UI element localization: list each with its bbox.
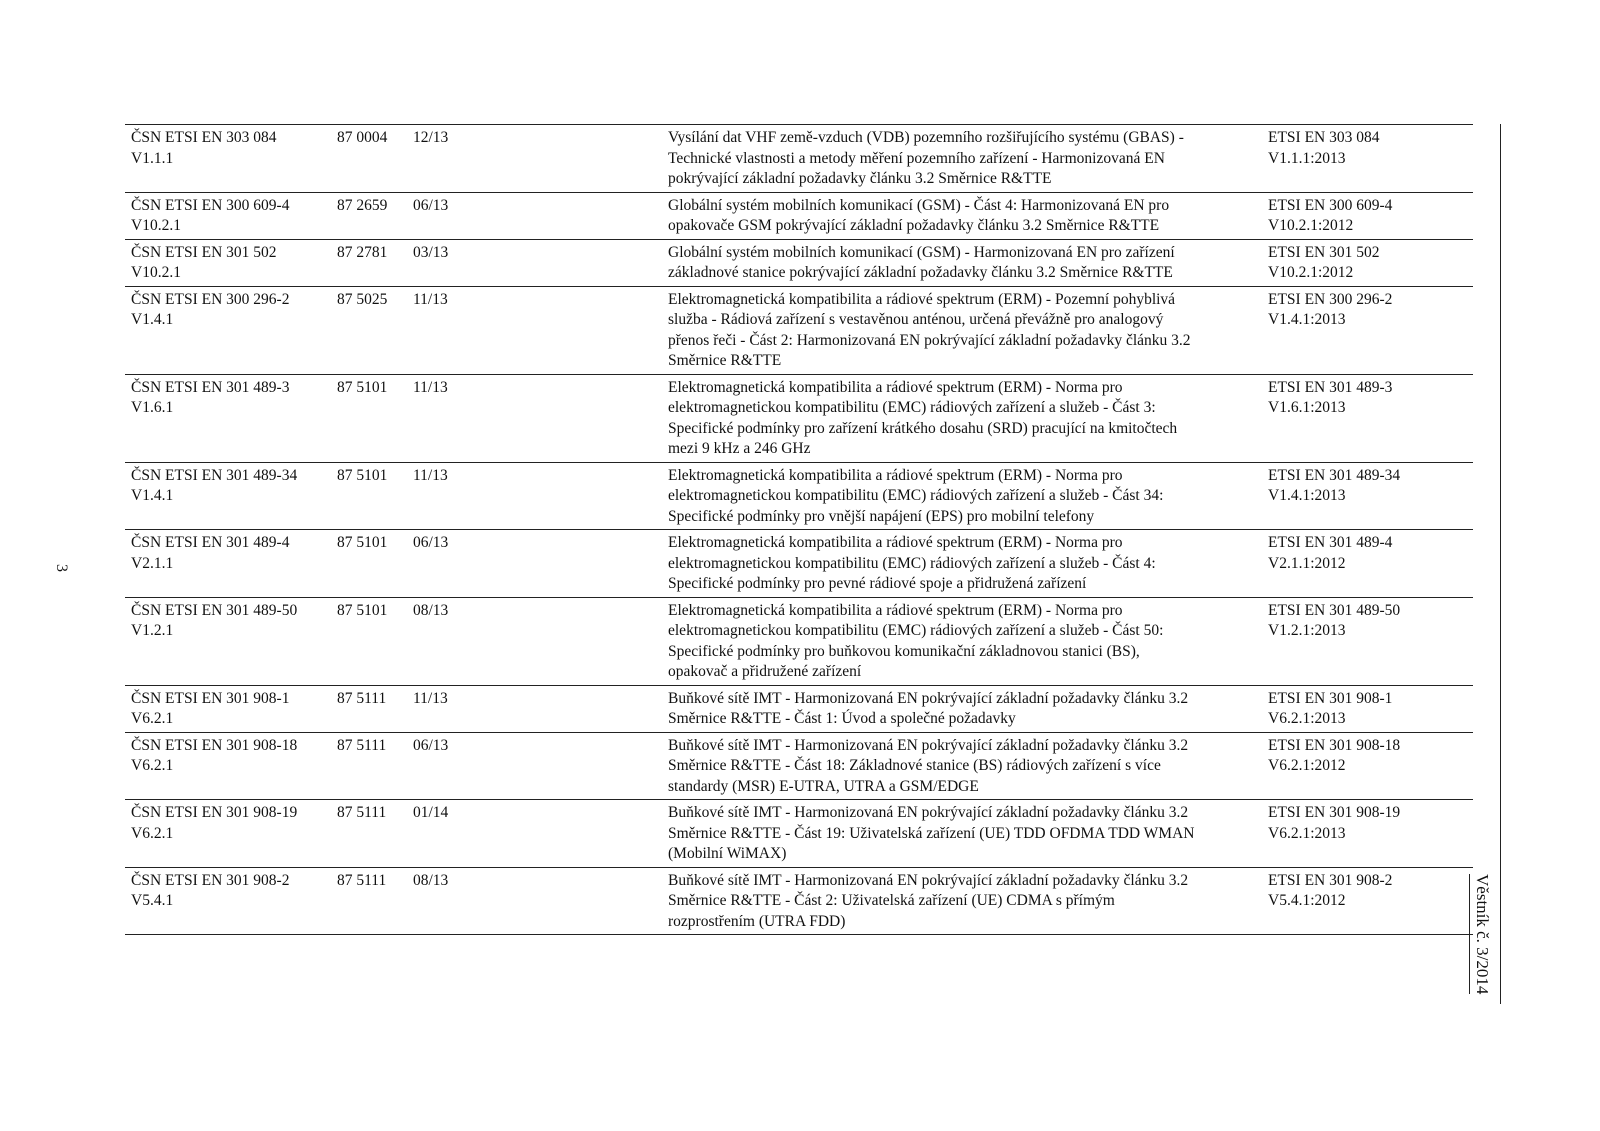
etsi-reference-line: V2.1.1:2012: [1268, 554, 1346, 572]
standard-designation-line: ČSN ETSI EN 300 296-2: [131, 290, 290, 308]
standard-title: [668, 533, 1260, 595]
etsi-reference-line: V1.6.1:2013: [1268, 399, 1346, 416]
standard-title-line: Globální systém mobilních komunikací (GSM) - Část 4: Harmonizovaná EN pro: [668, 196, 1170, 214]
standard-title-line: pokrývající základní požadavky článku 3.2 Směrnice R&TTE: [668, 170, 1052, 187]
standard-designation: [125, 243, 337, 284]
etsi-reference: [1260, 803, 1473, 865]
standard-title-line: Elektromagnetická kompatibilita a rádiové spektrum (ERM) - Norma pro: [668, 466, 1123, 484]
publication-date: 11/13: [413, 466, 448, 484]
standard-title-line: služba - Rádiová zařízení s vestavěnou anténou, určená převážně pro analogový: [668, 311, 1164, 328]
standard-title-line: rozprostřením (UTRA FDD): [668, 912, 846, 930]
etsi-reference-line: ETSI EN 301 489-50: [1268, 601, 1401, 619]
etsi-reference: [1260, 601, 1473, 683]
table-row: [125, 125, 1473, 192]
publication-date: 06/13: [413, 196, 449, 214]
etsi-reference: [1260, 243, 1473, 284]
page-number: 3: [53, 564, 70, 572]
standard-title-line: Globální systém mobilních komunikací (GSM) - Harmonizovaná EN pro zařízení: [668, 243, 1175, 261]
standard-designation-line: V6.2.1: [131, 757, 174, 774]
classification-code: 87 2659: [337, 196, 388, 214]
standard-title-line: Směrnice R&TTE - Část 19: Uživatelská zařízení (UE) TDD OFDMA TDD WMAN: [668, 824, 1195, 842]
etsi-reference: [1260, 533, 1473, 595]
standard-title-line: Vysílání dat VHF země-vzduch (VDB) pozemního rozšiřujícího systému (GBAS) -: [668, 129, 1184, 146]
publication-date: 08/13: [413, 601, 449, 619]
standard-title-line: Buňkové sítě IMT - Harmonizovaná EN pokrývající základní požadavky článku 3.2: [668, 804, 1189, 821]
standard-title-line: Směrnice R&TTE: [668, 352, 782, 369]
etsi-reference-line: ETSI EN 301 908-1: [1268, 689, 1393, 707]
standard-designation-line: ČSN ETSI EN 301 502: [131, 243, 277, 261]
standard-designation: [125, 466, 337, 528]
standard-title-line: Elektromagnetická kompatibilita a rádiové spektrum (ERM) - Norma pro: [668, 601, 1123, 619]
etsi-reference-line: ETSI EN 301 908-2: [1268, 871, 1393, 889]
etsi-reference-line: V6.2.1:2013: [1268, 710, 1346, 727]
standard-title-line: Elektromagnetická kompatibilita a rádiové spektrum (ERM) - Norma pro: [668, 378, 1123, 396]
standard-title-line: (Mobilní WiMAX): [668, 845, 787, 862]
etsi-reference-line: ETSI EN 301 489-34: [1268, 466, 1401, 484]
standard-designation: [125, 803, 337, 865]
standard-designation-line: V6.2.1: [131, 710, 174, 727]
standard-designation: [125, 736, 337, 798]
standard-title-line: Specifické podmínky pro buňkovou komunikační základnovou stanici (BS),: [668, 642, 1140, 660]
standard-designation-line: ČSN ETSI EN 301 489-3: [131, 378, 290, 396]
standard-designation: [125, 689, 337, 730]
classification-code: 87 5111: [337, 736, 387, 754]
standard-designation: [125, 533, 337, 595]
standard-title-line: mezi 9 kHz a 246 GHz: [668, 440, 811, 457]
standard-title-line: Specifické podmínky pro vnější napájení (EPS) pro mobilní telefony: [668, 507, 1095, 525]
standard-title: [668, 466, 1260, 528]
standard-title: [668, 378, 1260, 460]
standard-designation-line: ČSN ETSI EN 301 908-19: [131, 804, 298, 821]
standard-title-line: Směrnice R&TTE - Část 18: Základnové stanice (BS) rádiových zařízení s více: [668, 757, 1161, 774]
standard-title-line: Buňkové sítě IMT - Harmonizovaná EN pokrývající základní požadavky článku 3.2: [668, 689, 1189, 707]
publication-date: 12/13: [413, 129, 449, 146]
standard-designation-line: ČSN ETSI EN 301 489-34: [131, 466, 298, 484]
classification-code: 87 0004: [337, 129, 388, 146]
standard-title-line: Směrnice R&TTE - Část 2: Uživatelská zařízení (UE) CDMA s přímým: [668, 892, 1115, 909]
standard-designation-line: ČSN ETSI EN 301 489-4: [131, 534, 290, 551]
standard-title-line: elektromagnetickou kompatibilitu (EMC) rádiových zařízení a služeb - Část 3:: [668, 399, 1156, 416]
etsi-reference-line: V6.2.1:2013: [1268, 824, 1346, 842]
standard-designation-line: ČSN ETSI EN 301 908-18: [131, 736, 298, 754]
etsi-reference-line: ETSI EN 301 908-19: [1268, 804, 1401, 821]
publication-date: 06/13: [413, 736, 449, 754]
standard-title: [668, 689, 1260, 730]
publication-date: 11/13: [413, 290, 448, 308]
etsi-reference-line: ETSI EN 301 908-18: [1268, 736, 1401, 754]
standard-designation-line: V1.4.1: [131, 487, 174, 504]
table-row: [125, 239, 1473, 286]
standard-designation-line: ČSN ETSI EN 301 908-2: [131, 871, 290, 889]
standard-title-line: opakovače GSM pokrývající základní požadavky článku 3.2 Směrnice R&TTE: [668, 217, 1160, 234]
standard-designation: [125, 871, 337, 933]
etsi-reference: [1260, 871, 1473, 933]
etsi-reference: [1260, 689, 1473, 730]
standards-table: [125, 124, 1473, 935]
standard-title: [668, 128, 1260, 190]
standard-title: [668, 601, 1260, 683]
etsi-reference-line: V6.2.1:2012: [1268, 757, 1346, 774]
standard-title: [668, 736, 1260, 798]
standard-title-line: Buňkové sítě IMT - Harmonizovaná EN pokrývající základní požadavky článku 3.2: [668, 871, 1189, 889]
standard-title: [668, 871, 1260, 933]
standard-title: [668, 803, 1260, 865]
etsi-reference-line: V1.4.1:2013: [1268, 311, 1346, 328]
standard-designation-line: V2.1.1: [131, 554, 174, 572]
table-row: [125, 529, 1473, 597]
standard-designation-line: ČSN ETSI EN 303 084: [131, 129, 277, 146]
standard-title-line: základnové stanice pokrývající základní požadavky článku 3.2 Směrnice R&TTE: [668, 264, 1173, 281]
etsi-reference-line: V5.4.1:2012: [1268, 892, 1346, 909]
classification-code: 87 5101: [337, 534, 388, 551]
etsi-reference-line: V1.4.1:2013: [1268, 487, 1346, 504]
classification-code: 87 5111: [337, 871, 387, 889]
classification-code: 87 5025: [337, 290, 388, 308]
publication-date: 03/13: [413, 243, 449, 261]
table-row: [125, 732, 1473, 800]
standard-designation-line: V1.2.1: [131, 622, 174, 639]
standard-designation: [125, 378, 337, 460]
table-row: [125, 286, 1473, 374]
standard-designation-line: ČSN ETSI EN 300 609-4: [131, 196, 290, 214]
standard-title-line: Specifické podmínky pro zařízení krátkého dosahu (SRD) pracující na kmitočtech: [668, 419, 1178, 437]
table-row: [125, 685, 1473, 732]
table-row: [125, 597, 1473, 685]
standard-title-line: opakovač a přidružené zařízení: [668, 663, 862, 680]
etsi-reference-line: ETSI EN 300 609-4: [1268, 196, 1393, 214]
standard-title-line: Elektromagnetická kompatibilita a rádiové spektrum (ERM) - Norma pro: [668, 534, 1123, 551]
standard-designation-line: ČSN ETSI EN 301 489-50: [131, 601, 298, 619]
standard-title-line: přenos řeči - Část 2: Harmonizovaná EN pokrývající základní požadavky článku 3.2: [668, 331, 1191, 349]
etsi-reference-line: V1.2.1:2013: [1268, 622, 1346, 639]
etsi-reference: [1260, 128, 1473, 190]
standard-title: [668, 196, 1260, 237]
table-row: [125, 799, 1473, 867]
standard-title-line: Technické vlastnosti a metody měření pozemního zařízení - Harmonizovaná EN: [668, 149, 1165, 167]
etsi-reference: [1260, 736, 1473, 798]
standard-designation: [125, 128, 337, 190]
etsi-reference-line: ETSI EN 301 489-4: [1268, 534, 1393, 551]
publication-date: 06/13: [413, 534, 449, 551]
etsi-reference-line: ETSI EN 301 489-3: [1268, 378, 1393, 396]
publication-date: 11/13: [413, 689, 448, 707]
etsi-reference: [1260, 196, 1473, 237]
classification-code: 87 5111: [337, 689, 387, 707]
standard-title-line: Elektromagnetická kompatibilita a rádiové spektrum (ERM) - Pozemní pohyblivá: [668, 290, 1176, 308]
etsi-reference: [1260, 378, 1473, 460]
standard-title-line: Buňkové sítě IMT - Harmonizovaná EN pokrývající základní požadavky článku 3.2: [668, 736, 1189, 754]
standard-designation-line: V1.4.1: [131, 311, 174, 328]
etsi-reference-line: V1.1.1:2013: [1268, 149, 1346, 167]
publication-date: 01/14: [413, 804, 449, 821]
standard-title-line: elektromagnetickou kompatibilitu (EMC) rádiových zařízení a služeb - Část 34:: [668, 487, 1164, 504]
etsi-reference-line: ETSI EN 300 296-2: [1268, 290, 1393, 308]
standard-designation-line: V1.6.1: [131, 399, 174, 416]
standard-title: [668, 290, 1260, 372]
etsi-reference: [1260, 290, 1473, 372]
standard-designation: [125, 196, 337, 237]
journal-label: Věstník č. 3/2014: [1469, 874, 1492, 994]
standard-title-line: Směrnice R&TTE - Část 1: Úvod a společné požadavky: [668, 710, 1016, 727]
table-row: [125, 192, 1473, 239]
standard-designation-line: V5.4.1: [131, 892, 174, 909]
etsi-reference-line: V10.2.1:2012: [1268, 217, 1354, 234]
table-row: [125, 374, 1473, 462]
table-row: [125, 867, 1473, 935]
standard-designation-line: V1.1.1: [131, 149, 174, 167]
table-row: [125, 462, 1473, 530]
classification-code: 87 5101: [337, 601, 388, 619]
standard-designation-line: ČSN ETSI EN 301 908-1: [131, 689, 290, 707]
classification-code: 87 5101: [337, 466, 388, 484]
standard-title-line: elektromagnetickou kompatibilitu (EMC) rádiových zařízení a služeb - Část 50:: [668, 622, 1164, 639]
publication-date: 08/13: [413, 871, 449, 889]
standard-title-line: elektromagnetickou kompatibilitu (EMC) rádiových zařízení a služeb - Část 4:: [668, 554, 1156, 572]
standard-designation-line: V6.2.1: [131, 824, 174, 842]
standard-title-line: standardy (MSR) E-UTRA, UTRA a GSM/EDGE: [668, 777, 979, 795]
etsi-reference-line: ETSI EN 303 084: [1268, 129, 1380, 146]
standard-title: [668, 243, 1260, 284]
etsi-reference-line: V10.2.1:2012: [1268, 264, 1354, 281]
etsi-reference-line: ETSI EN 301 502: [1268, 243, 1380, 261]
standard-designation-line: V10.2.1: [131, 217, 181, 234]
standard-designation: [125, 290, 337, 372]
standard-designation: [125, 601, 337, 683]
classification-code: 87 5111: [337, 804, 387, 821]
standard-title-line: Specifické podmínky pro pevné rádiové spoje a přidružená zařízení: [668, 575, 1087, 592]
publication-date: 11/13: [413, 378, 448, 396]
classification-code: 87 5101: [337, 378, 388, 396]
classification-code: 87 2781: [337, 243, 388, 261]
margin-rule: [1500, 124, 1501, 1004]
etsi-reference: [1260, 466, 1473, 528]
standard-designation-line: V10.2.1: [131, 264, 181, 281]
